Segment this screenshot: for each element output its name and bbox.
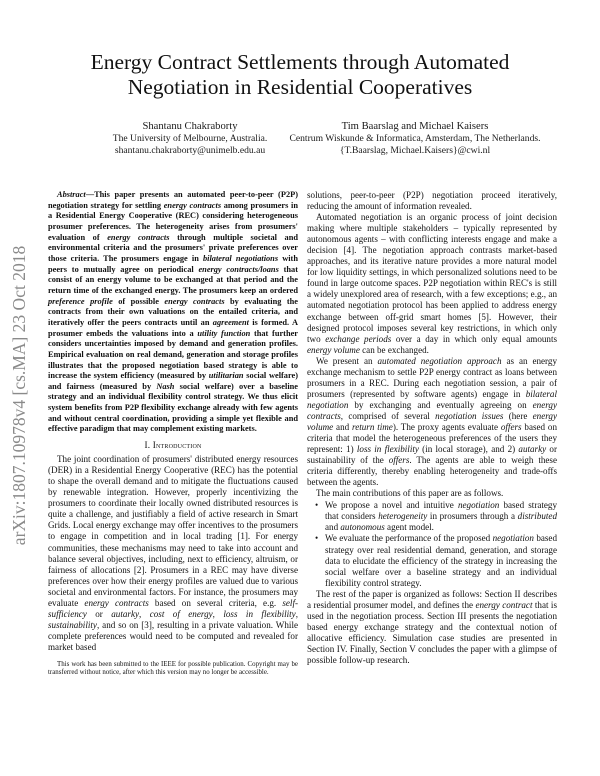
right-paragraph-2: We present an automated negotiation approach as an energy exchange mechanism to settle P2P energy contract as loans between prosumers in a REC. During each negotiation session, a pair of prosumers (represented by software agents) engage in bilateral negotiation by exchanging and eventually agreeing on energy contracts, comprised of several negotiation issues (here energy volume and return time). The proxy agents evaluate offers based on criteria that model the heterogeneous preferences of the users they represent: 1) loss in flexibility (in local storage), and 2) autarky or sustainability of the offers. The agents are able to weigh these criteria differently, thereby enabling heterogeneity and trade-offs between the agents. bbox=[307, 355, 557, 488]
section-heading-introduction bbox=[48, 440, 298, 451]
abstract bbox=[48, 190, 298, 435]
author-email: shantanu.chakraborty@unimelb.edu.au bbox=[114, 144, 266, 156]
abstract-label: Abstract bbox=[57, 190, 86, 199]
arxiv-stamp-text: arXiv:1807.10978v4 [cs.MA] 23 Oct 2018 bbox=[9, 245, 30, 545]
footnote: This work has been submitted to the IEEE for possible publication. Copyright may be transferred without notice, after which this version may no longer be accessible. bbox=[48, 660, 298, 677]
intro-paragraph-1: The joint coordination of prosumers' distributed energy resources (DER) in a Residential Energy Cooperative (REC) has the potential to shape the overall demand and to mitigate the fluctuations caused by renewable integration. However, properly incentivizing the prosumers to coordinate their locally owned distributed resources is quite a challenge, and justifiably a field of active research in Smart Grids. Local energy exchange may offer incentives to the prosumers to engage in competition and in local trading [1]. For energy communities, these mechanisms may need to take into account and balance several objectives, including, next to efficiency, altruism, or fairness of allocations [2]. Prosumers in a REC may have diverse preferences over how their energy profiles are valued due to various societal and environmental factors. For instance, the prosumers may evaluate energy contracts based on several criteria, e.g. self-sufficiency or autarky, cost of energy, loss in flexibility, sustainability, and so on [3], resulting in a private valuation. While complete preferences would need to be computed and revealed for market based bbox=[48, 454, 298, 652]
title-line-1: Energy Contract Settlements through Automated bbox=[90, 50, 510, 74]
paper-title bbox=[30, 50, 570, 100]
section-number: I. bbox=[144, 440, 151, 451]
left-column bbox=[48, 190, 298, 677]
author-name: Shantanu Chakraborty bbox=[142, 121, 238, 132]
right-paragraph-0: solutions, peer-to-peer (P2P) negotiation proceed iteratively, reducing the amount of information revealed. bbox=[307, 190, 557, 212]
author-affiliation: Centrum Wiskunde & Informatica, Amsterdam, The Netherlands. bbox=[289, 132, 541, 144]
author-block-2 bbox=[250, 121, 580, 156]
contribution-item: • We propose a novel and intuitive negotiation based strategy that considers heterogeneity in prosumers through a distributed and autonomous agent model. bbox=[325, 500, 557, 533]
right-paragraph-1: Automated negotiation is an organic process of joint decision making where multiple stakeholders – typically represented by autonomous agents – with conflicting interests engage and make a decision [4]. The negotiation approach contrasts market-based approaches, and its iterative nature provides a more natural model for low liquidity settings, in which personalized solutions need to be found in large outcome spaces. P2P negotiation within REC's is still a widely unexplored area of research, with a few exceptions; e.g., an automated negotiation protocol has been applied to address energy exchange between off-grid smart homes [5]. However, their designed protocol imposes several key restrictions, in which only two exchange periods over a day in which only equal amounts energy volume can be exchanged. bbox=[307, 212, 558, 355]
abstract-body: —This paper presents an automated peer-to-peer (P2P) negotiation strategy for settling energy contracts among prosumers in a Residential Energy Cooperative (REC) considering heterogeneous prosumer preferences. The heterogeneity arises from prosumers' evaluation of energy contracts through multiple societal and environmental criteria and the prosumers' private preferences over those criteria. The prosumers engage in bilateral negotiations with peers to mutually agree on periodical energy contracts/loans that consist of an energy volume to be exchanged at that period and the return time of the exchanged energy. The prosumers keep an ordered preference profile of possible energy contracts by evaluating the contracts from their own valuations on the entailed criteria, and iteratively offer the peers contracts until an agreement is formed. A prosumer embeds the valuations into a utility function that further considers uncertainties imposed by demand and generation profiles. Empirical evaluation on real demand, generation and storage profiles illustrates that the proposed negotiation based strategy is able to increase the system efficiency (measured by utilitarian social welfare) and fairness (measured by Nash social welfare) over a baseline strategy and an individual flexibility control strategy. We thus elicit system benefits from P2P flexibility exchange already with few agents and without central coordination, providing a simple yet flexible and effective paradigm that may complement existing markets. bbox=[48, 190, 299, 434]
right-paragraph-4: The rest of the paper is organized as follows: Section II describes a residential prosumer model, and defines the energy contract that is used in the negotiation process. Section III presents the negotiation based energy exchange strategy and the contextual notion of allocative efficiency. Simulation case studies are presented in Section IV. Finally, Section V concludes the paper with a glimpse of possible follow-up research. bbox=[307, 588, 557, 665]
contribution-item: • We evaluate the performance of the proposed negotiation based strategy over real residential demand, generation, and storage data to elucidate the efficiency of the strategy in increasing the social welfare over a baseline strategy and an individual flexibility control strategy. bbox=[325, 533, 557, 588]
right-column bbox=[307, 190, 557, 666]
author-name: Tim Baarslag and Michael Kaisers bbox=[341, 121, 489, 132]
contributions-list bbox=[307, 500, 557, 588]
title-line-2: Negotiation in Residential Cooperatives bbox=[127, 75, 473, 99]
arxiv-stamp bbox=[6, 195, 34, 595]
section-title: Introduction bbox=[152, 440, 202, 451]
author-affiliation: The University of Melbourne, Australia. bbox=[112, 132, 268, 144]
right-paragraph-3: The main contributions of this paper are as follows. bbox=[316, 488, 504, 499]
author-email: {T.Baarslag, Michael.Kaisers}@cwi.nl bbox=[339, 144, 491, 156]
